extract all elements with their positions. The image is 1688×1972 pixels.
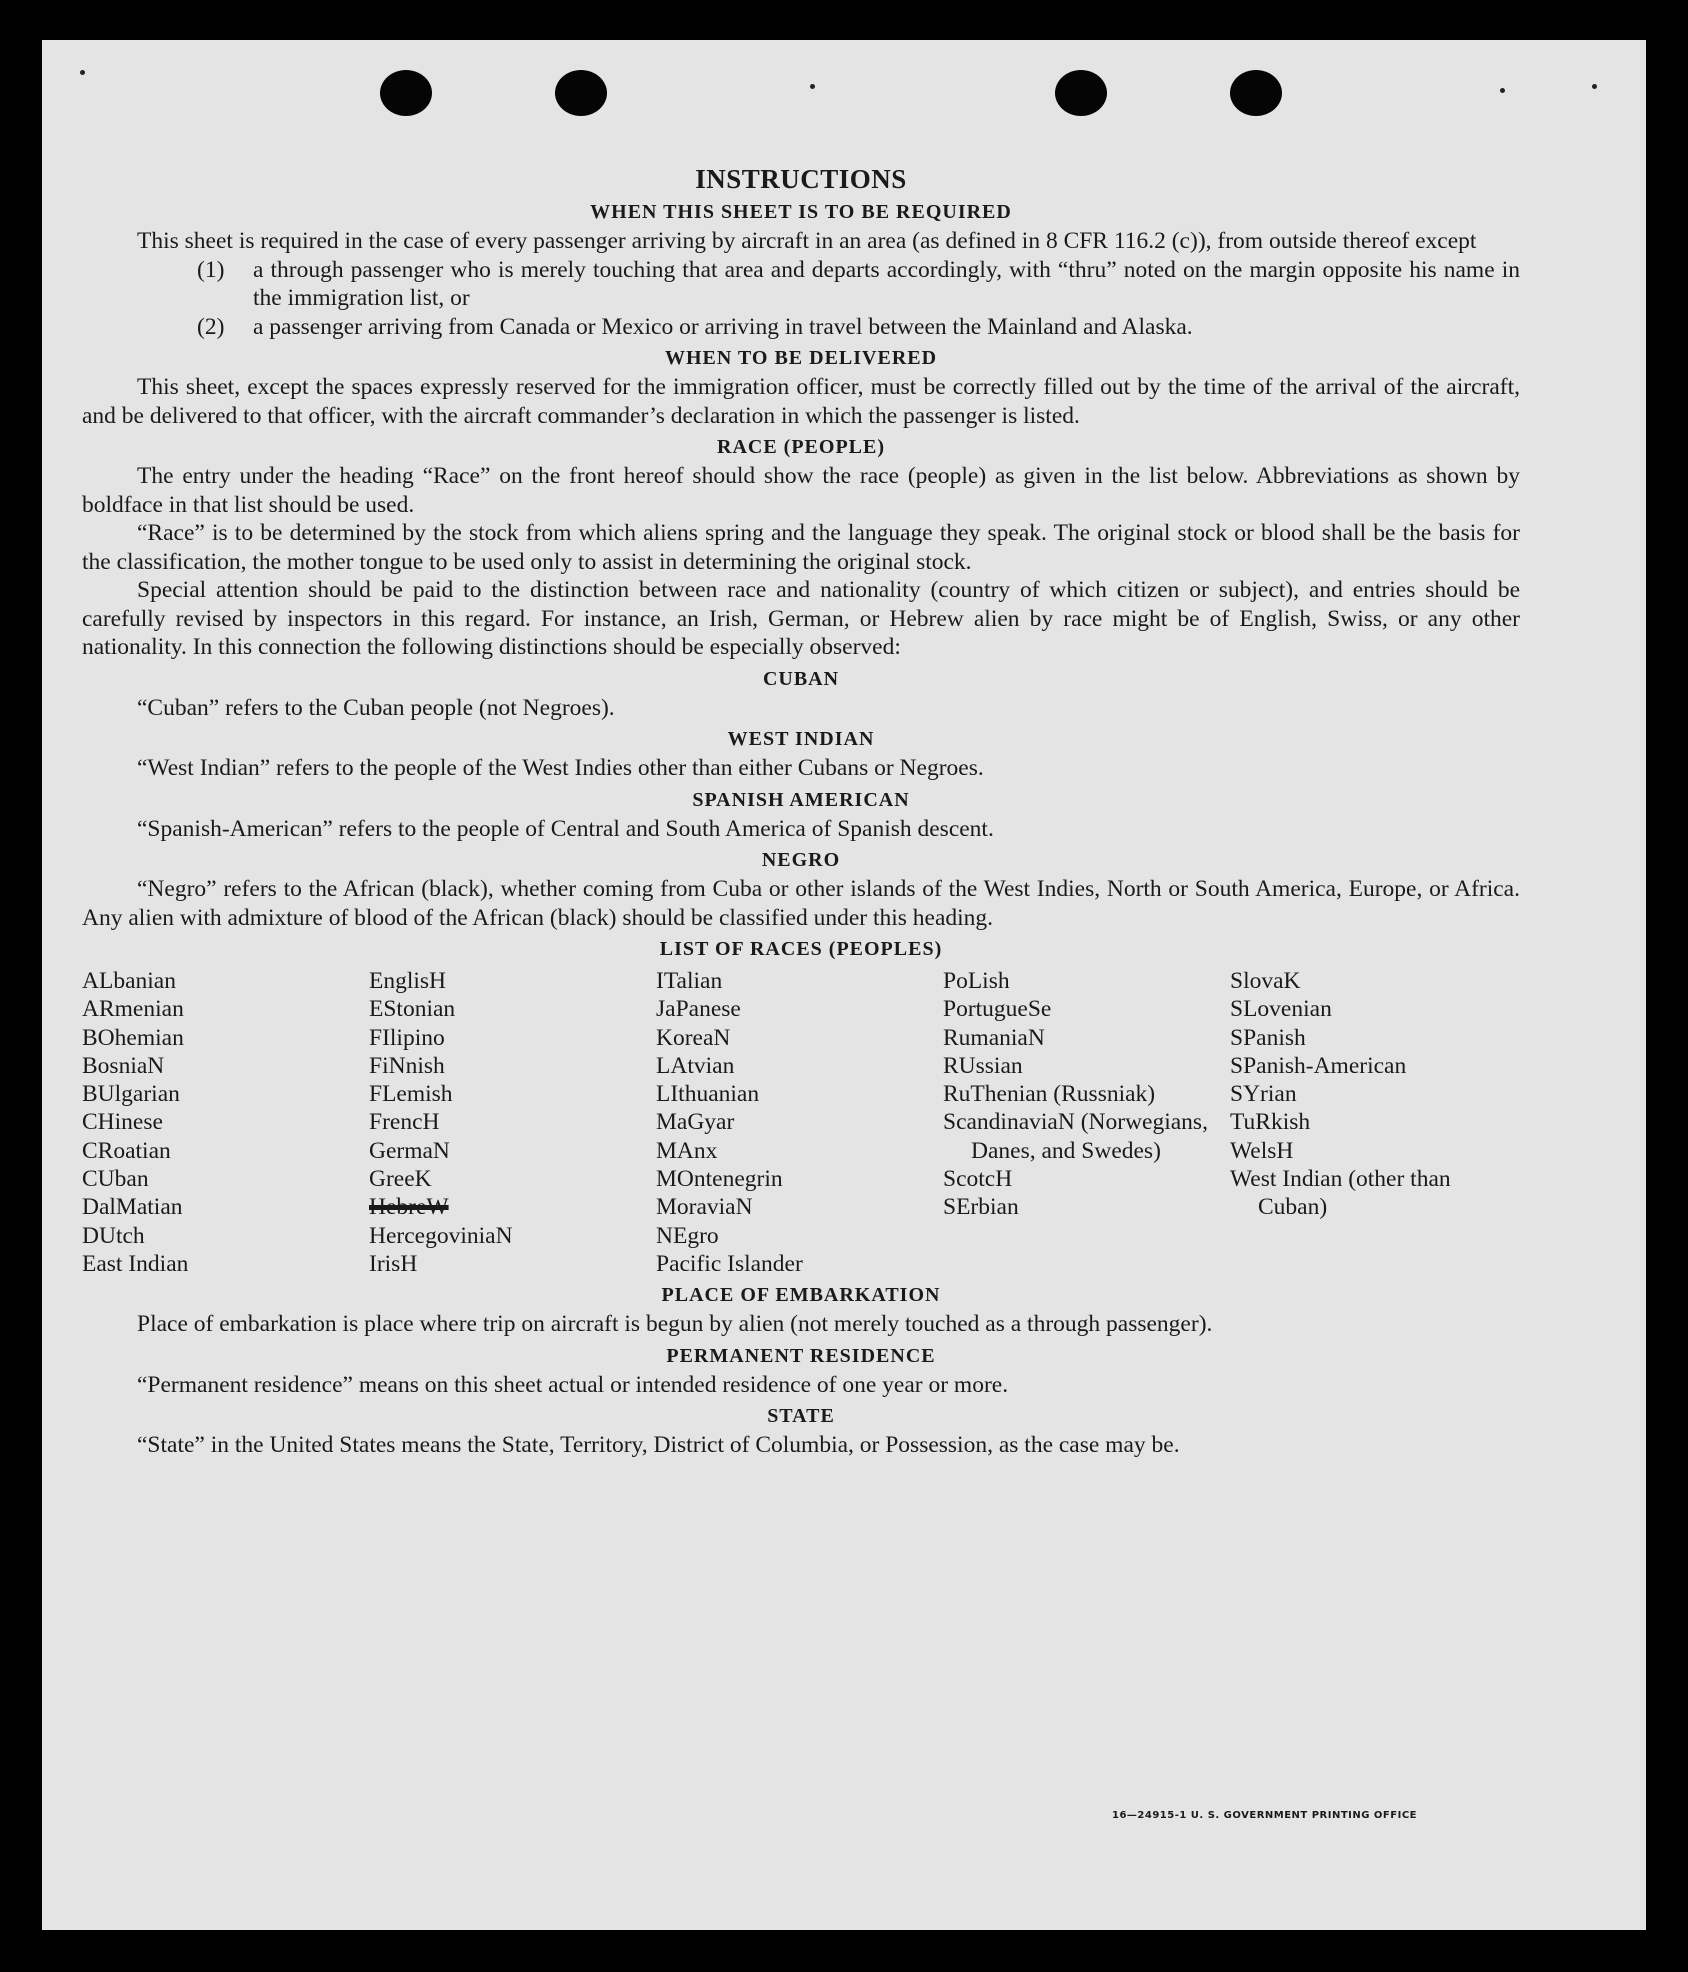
race-entry: HebreW <box>369 1194 449 1221</box>
speck <box>1500 88 1505 93</box>
race-entry: FrencH <box>369 1109 440 1136</box>
spanish-american-text: “Spanish-American” refers to the people of Central and South America of Spanish descent. <box>137 815 994 842</box>
speck <box>80 70 85 75</box>
race-paragraph: The entry under the heading “Race” on the front hereof should show the race (people) as given in the list below. Abbreviations as shown by boldface in that list should be used. <box>82 463 1520 518</box>
exception-text: a through passenger who is merely touching that area and departs accordingly, with “thru” noted on the margin opposite his name in the immigration list, or <box>253 256 1520 311</box>
punch-hole <box>1055 70 1107 116</box>
race-heading: RACE (PEOPLE) <box>717 436 885 458</box>
race-entry: ARmenian <box>82 996 184 1023</box>
race-entry: IrisH <box>369 1250 418 1277</box>
cuban-text: “Cuban” refers to the Cuban people (not Negroes). <box>137 694 615 721</box>
race-entry: BOhemian <box>82 1024 184 1051</box>
race-entry: BosniaN <box>82 1052 165 1079</box>
race-entry: CHinese <box>82 1109 163 1136</box>
race-entry: East Indian <box>82 1250 189 1277</box>
race-entry: MAnx <box>656 1137 718 1164</box>
race-entry: SLovenian <box>1230 996 1332 1023</box>
when-required-intro: This sheet is required in the case of every passenger arriving by aircraft in an area (as defined in 8 CFR 116.2 (c)), from outside thereof except <box>137 228 1477 254</box>
punch-hole <box>380 70 432 116</box>
race-entry: MOntenegrin <box>656 1166 783 1193</box>
race-entry: LIthuanian <box>656 1081 760 1108</box>
embarkation-text: Place of embarkation is place where trip on aircraft is begun by alien (not merely touched as a through passenger). <box>137 1311 1213 1338</box>
race-entry: RumaniaN <box>943 1024 1045 1051</box>
race-entry: NEgro <box>656 1222 719 1249</box>
race-entry: EnglisH <box>369 968 447 994</box>
exception-text: a passenger arriving from Canada or Mexico or arriving in travel between the Mainland and Alaska. <box>253 313 1193 340</box>
list-of-races-heading: LIST OF RACES (PEOPLES) <box>659 938 943 960</box>
races-list <box>82 967 1520 1278</box>
state-heading: STATE <box>767 1405 835 1428</box>
residence-heading: PERMANENT RESIDENCE <box>666 1344 936 1367</box>
exception-number: (1) <box>197 256 225 283</box>
race-entry: ITalian <box>656 968 723 994</box>
races-column <box>656 967 943 1278</box>
west-indian-text: “West Indian” refers to the people of the West Indies other than either Cubans or Negroes. <box>137 755 984 781</box>
printer-imprint: 16—24915-1 U. S. GOVERNMENT PRINTING OFFICE <box>1112 1810 1417 1821</box>
cuban-heading: CUBAN <box>762 667 840 690</box>
residence-text: “Permanent residence” means on this sheet actual or intended residence of one year or more. <box>137 1371 1009 1398</box>
race-entry: HercegoviniaN <box>369 1222 513 1249</box>
race-entry: EStonian <box>369 996 456 1023</box>
race-entry: LAtvian <box>656 1052 735 1079</box>
when-delivered-heading: WHEN TO BE DELIVERED <box>664 347 938 369</box>
race-entry: GreeK <box>369 1166 432 1193</box>
race-entry: ScandinaviaN (Norwegians, Danes, and Swedes) <box>943 1109 1208 1164</box>
when-delivered-text: This sheet, except the spaces expressly reserved for the immigration officer, must be correctly filled out by the time of the arrival of the aircraft, and be delivered to that officer, with the aircraft commander’s declaration in which the passenger is listed. <box>82 374 1520 429</box>
race-entry: KoreaN <box>656 1024 731 1051</box>
race-entry: SYrian <box>1230 1081 1297 1108</box>
exception-number: (2) <box>197 313 225 340</box>
race-entry: SErbian <box>943 1194 1019 1221</box>
race-entry: GermaN <box>369 1137 450 1164</box>
race-entry: BUlgarian <box>82 1081 180 1108</box>
race-entry: TuRkish <box>1230 1109 1311 1136</box>
race-entry: SlovaK <box>1230 968 1301 994</box>
race-entry: MoraviaN <box>656 1194 753 1221</box>
embarkation-heading: PLACE OF EMBARKATION <box>661 1284 941 1307</box>
races-column <box>943 967 1230 1278</box>
speck <box>1592 84 1597 89</box>
race-entry: CRoatian <box>82 1137 171 1164</box>
when-required-heading: WHEN THIS SHEET IS TO BE REQUIRED <box>590 201 1012 223</box>
race-entry: West Indian (other than Cuban) <box>1230 1166 1451 1221</box>
race-entry: JaPanese <box>656 996 741 1023</box>
west-indian-heading: WEST INDIAN <box>727 728 875 750</box>
race-entry: SPanish <box>1230 1024 1306 1051</box>
negro-heading: NEGRO <box>761 849 841 871</box>
race-entry: MaGyar <box>656 1109 735 1136</box>
race-paragraph: “Race” is to be determined by the stock from which aliens spring and the language they speak. The original stock or blood shall be the basis for the classification, the mother tongue to be used only to assist in determining the original stock. <box>82 520 1520 575</box>
race-entry: DalMatian <box>82 1194 183 1221</box>
race-entry: FLemish <box>369 1081 453 1108</box>
race-entry: PoLish <box>943 968 1010 994</box>
race-entry: WelsH <box>1230 1137 1294 1164</box>
race-entry: FiNnish <box>369 1052 445 1079</box>
state-text: “State” in the United States means the State, Territory, District of Columbia, or Possession, as the case may be. <box>137 1432 1180 1459</box>
spanish-american-heading: SPANISH AMERICAN <box>692 788 910 811</box>
punch-hole <box>1230 70 1282 116</box>
races-column <box>82 967 369 1278</box>
race-entry: FIlipino <box>369 1024 445 1051</box>
race-entry: RUssian <box>943 1052 1023 1079</box>
races-column <box>1230 967 1520 1278</box>
race-entry: DUtch <box>82 1222 145 1249</box>
negro-text: “Negro” refers to the African (black), whether coming from Cuba or other islands of the West Indies, North or South America, Europe, or Africa. Any alien with admixture of blood of the African (black) should be classified under this heading. <box>82 876 1520 931</box>
races-column <box>369 967 656 1278</box>
race-entry: ALbanian <box>82 968 176 994</box>
race-entry: SPanish-American <box>1230 1052 1407 1079</box>
race-entry: PortugueSe <box>943 996 1052 1023</box>
speck <box>810 84 815 89</box>
race-paragraph: Special attention should be paid to the distinction between race and nationality (country of which citizen or subject), and entries should be carefully revised by inspectors in this regard. For instance, an Irish, German, or Hebrew alien by race might be of English, Swiss, or any other nationality. In this connection the following distinctions should be especially observed: <box>82 577 1520 660</box>
race-entry: Pacific Islander <box>656 1250 803 1277</box>
punch-hole <box>555 70 607 116</box>
race-entry: CUban <box>82 1166 149 1193</box>
instruction-sheet <box>42 40 1646 1930</box>
instructions-content <box>82 164 1520 1460</box>
page-title: INSTRUCTIONS <box>695 164 907 194</box>
race-entry: RuThenian (Russniak) <box>943 1081 1156 1108</box>
exception-item <box>197 256 1520 313</box>
exception-item <box>197 313 1520 342</box>
race-entry: ScotcH <box>943 1166 1013 1193</box>
